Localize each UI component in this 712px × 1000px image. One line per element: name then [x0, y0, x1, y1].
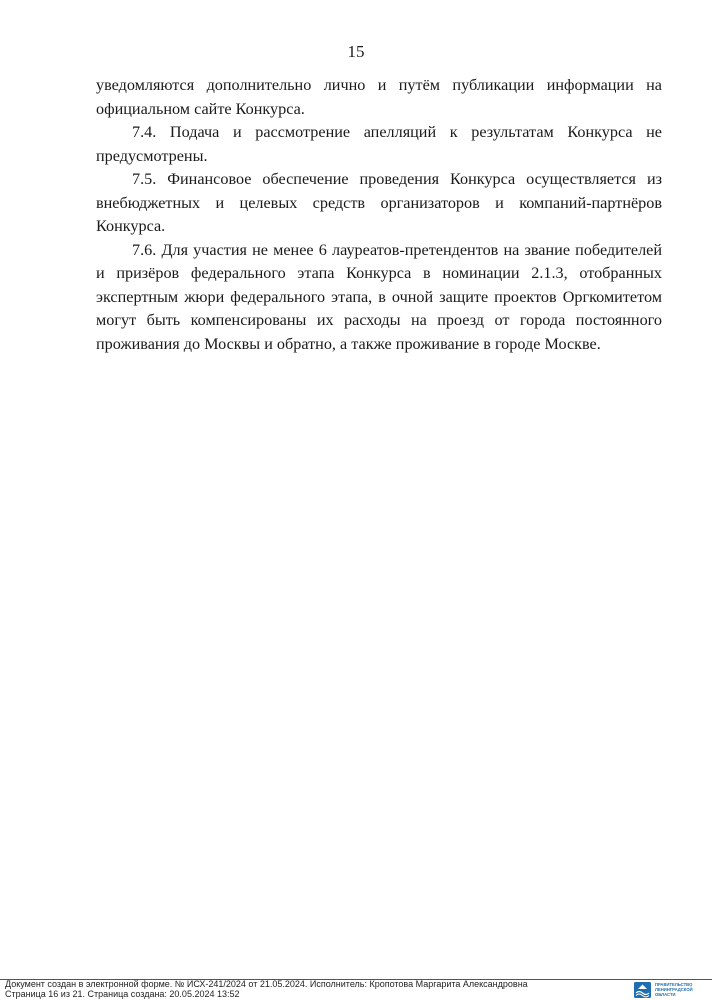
footer-info [5, 980, 528, 999]
paragraph-7-5: 7.5. Финансовое обеспечение проведения Конкурса осуществляется из внебюджетных и целевых средств организаторов и компаний-партнёров Конкурса. [96, 170, 662, 235]
logo-caption: ПРАВИТЕЛЬСТВО ЛЕНИНГРАДСКОЙ ОБЛАСТИ [655, 982, 693, 997]
footer-document-info: Документ создан в электронной форме. № ИСХ-241/2024 от 21.05.2024. Исполнитель: Кропотова Маргарита Александровна [5, 979, 528, 989]
government-logo [634, 981, 710, 999]
paragraph-7-4: 7.4. Подача и рассмотрение апелляций к результатам Конкурса не предусмотрены. [96, 123, 662, 165]
document-footer [0, 979, 712, 1000]
leningrad-region-emblem-icon [634, 982, 651, 998]
page-number: 15 [347, 42, 365, 61]
paragraph-continuation: уведомляются дополнительно лично и путём публикации информации на официальном сайте Конкурса. [96, 76, 662, 118]
footer-page-info: Страница 16 из 21. Страница создана: 20.05.2024 13:52 [5, 988, 240, 999]
paragraph-7-6: 7.6. Для участия не менее 6 лауреатов-претендентов на звание победителей и призёров федерального этапа Конкурса в номинации 2.1.3, отобранных экспертным жюри федерального этапа, в очной защите проектов Оргкомитетом могут быть компенсированы их расходы на проезд от города постоянного проживания до Москвы и обратно, а также проживание в городе Москве. [96, 240, 662, 353]
document-body [96, 74, 662, 356]
